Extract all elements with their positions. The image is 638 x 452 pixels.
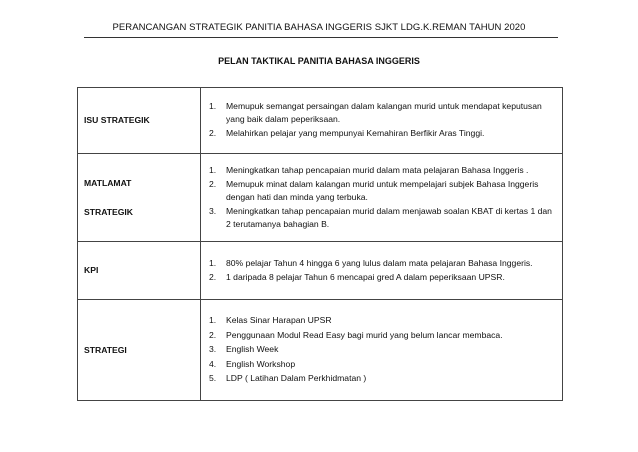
list-item [209,204,554,231]
item-number: 3. [209,344,217,355]
isu-strategik-list [209,99,554,140]
label-line-1: MATLAMAT [84,178,132,189]
document-title: PELAN TAKTIKAL PANITIA BAHASA INGGERIS [218,56,420,66]
row-label-strategi: STRATEGI [78,300,201,401]
list-item [209,163,554,177]
item-number: 3. [209,206,217,217]
item-number: 1. [209,257,217,268]
item-text: Kelas Sinar Harapan UPSR [226,315,332,326]
table-row-matlamat-strategik [78,154,563,242]
table-row-strategi [78,300,563,401]
list-item [209,99,554,126]
list-item [209,256,554,270]
list-item [209,371,554,385]
item-text: English Week [226,344,279,355]
list-item [209,270,554,284]
item-number: 4. [209,358,217,369]
row-items-isu-strategik [201,88,563,154]
header-title: PERANCANGAN STRATEGIK PANITIA BAHASA INGGERIS SJKT LDG.K.REMAN TAHUN 2020 [112,22,526,33]
item-number: 1. [209,164,217,175]
item-number: 2. [209,179,217,190]
row-items-kpi [201,242,563,300]
item-text: 80% pelajar Tahun 4 hingga 6 yang lulus dalam mata pelajaran Bahasa Inggeris. [226,257,533,268]
item-number: 5. [209,373,217,384]
item-text: English Workshop [226,358,296,369]
item-text: Memupuk minat dalam kalangan murid untuk mempelajari subjek Bahasa Inggeris dengan hati dan minda yang terbuka. [226,179,539,202]
matlamat-strategik-list [209,163,554,231]
plan-table [77,87,563,401]
list-item [209,126,554,140]
item-text: Memupuk semangat persaingan dalam kalangan murid untuk mendapat keputusan yang baik dalam peperiksaan. [226,101,542,124]
item-text: Meningkatkan tahap pencapaian murid dalam mata pelajaran Bahasa Inggeris . [226,164,529,175]
table-row-kpi [78,242,563,300]
list-item [209,342,554,356]
label-line-2: STRATEGIK [84,206,134,217]
list-item [209,313,554,327]
item-number: 2. [209,272,217,282]
kpi-list [209,256,554,285]
item-number: 2. [209,329,217,340]
row-label-matlamat-strategik [78,154,201,242]
row-items-strategi [201,300,563,401]
list-item [209,357,554,371]
item-number: 1. [209,315,217,326]
item-number: 1. [209,101,217,112]
item-text: Meningkatkan tahap pencapaian murid dalam menjawab soalan KBAT di kertas 1 dan 2 terutamanya bahagian B. [226,206,552,229]
list-item [209,177,554,204]
row-items-matlamat-strategik [201,154,563,242]
table-row-isu-strategik [78,88,563,154]
item-text: Penggunaan Modul Read Easy bagi murid yang belum lancar membaca. [226,329,503,340]
strategi-list [209,313,554,385]
item-text: LDP ( Latihan Dalam Perkhidmatan ) [226,373,367,384]
item-text: 1 daripada 8 pelajar Tahun 6 mencapai gred A dalam peperiksaan UPSR. [226,272,505,282]
item-number: 2. [209,128,217,139]
row-label-kpi: KPI [78,242,201,300]
header-divider [84,37,558,38]
row-label-isu-strategik: ISU STRATEGIK [78,88,201,154]
item-text: Melahirkan pelajar yang mempunyai Kemahiran Berfikir Aras Tinggi. [226,128,485,139]
list-item [209,328,554,342]
